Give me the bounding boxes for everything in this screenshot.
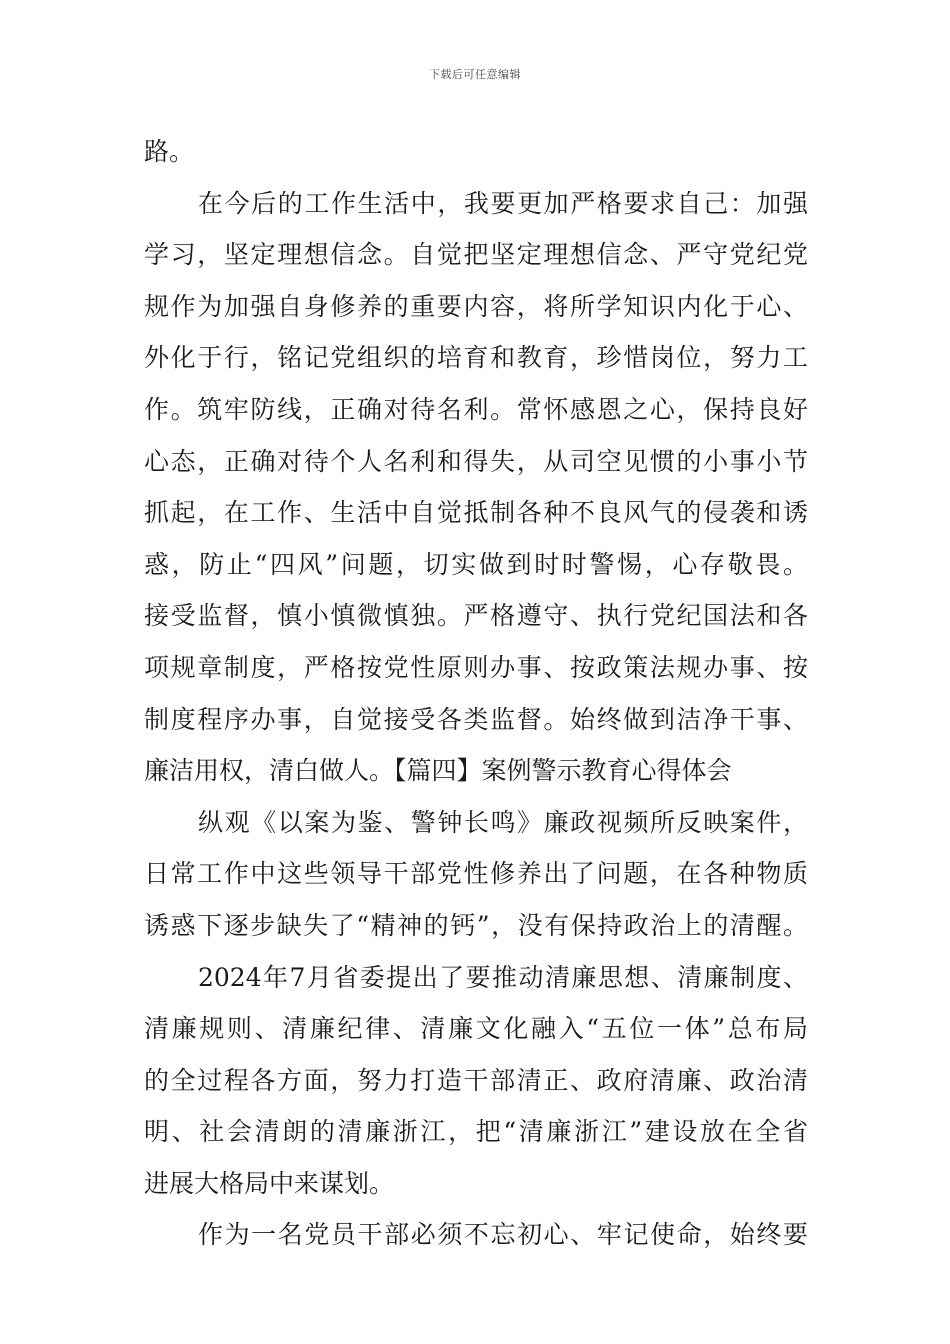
text-line: 2024年7月省委提出了要推动清廉思想、清廉制度、	[198, 962, 808, 992]
text-line: 清廉规则、清廉纪律、清廉文化融入“五位一体”总布局	[144, 1014, 808, 1044]
text-line: 惑，防止“四风”问题，切实做到时时警惕，心存敬畏。	[144, 549, 808, 579]
page-header: 下载后可任意编辑	[429, 68, 521, 81]
body-text	[144, 126, 808, 1261]
text-line: 规作为加强自身修养的重要内容，将所学知识内化于心、	[144, 291, 808, 321]
text-line: 作为一名党员干部必须不忘初心、牢记使命，始终要	[198, 1220, 808, 1250]
text-line: 学习，坚定理想信念。自觉把坚定理想信念、严守党纪党	[144, 240, 808, 270]
text-line: 项规章制度，严格按党性原则办事、按政策法规办事、按	[144, 652, 808, 682]
text-line: 纵观《以案为鉴、警钟长鸣》廉政视频所反映案件，	[198, 807, 808, 837]
text-line: 作。筑牢防线，正确对待名利。常怀感恩之心，保持良好	[144, 394, 808, 424]
text-line: 抓起，在工作、生活中自觉抵制各种不良风气的侵袭和诱	[144, 498, 808, 528]
text-line: 在今后的工作生活中，我要更加严格要求自己：加强	[198, 188, 808, 218]
text-line: 路。	[144, 137, 195, 166]
text-line: 明、社会清朗的清廉浙江，把“清廉浙江”建设放在全省	[144, 1117, 808, 1147]
text-line: 外化于行，铭记党组织的培育和教育，珍惜岗位，努力工	[144, 343, 808, 373]
text-line: 制度程序办事，自觉接受各类监督。始终做到洁净干事、	[144, 704, 808, 734]
text-line: 的全过程各方面，努力打造干部清正、政府清廉、政治清	[144, 1065, 808, 1095]
text-line: 诱惑下逐步缺失了“精神的钙”，没有保持政治上的清醒。	[144, 910, 808, 940]
text-line: 日常工作中这些领导干部党性修养出了问题，在各种物质	[144, 859, 808, 889]
text-line: 接受监督，慎小慎微慎独。严格遵守、执行党纪国法和各	[144, 601, 808, 631]
text-line: 心态，正确对待个人名利和得失，从司空见惯的小事小节	[144, 446, 808, 476]
text-line: 进展大格局中来谋划。	[144, 1168, 395, 1198]
text-line: 廉洁用权，清白做人。【篇四】案例警示教育心得体会	[144, 756, 732, 786]
